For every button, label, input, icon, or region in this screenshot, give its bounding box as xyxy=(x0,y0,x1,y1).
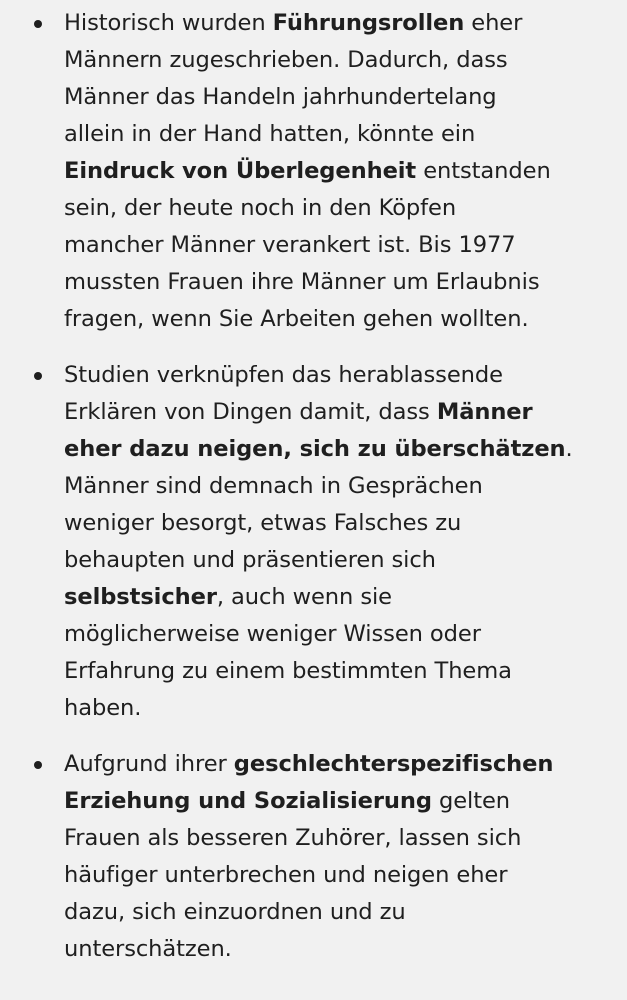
text-segment: Erklären von Dingen damit, dass xyxy=(64,399,437,425)
text-line xyxy=(64,5,617,42)
text-segment: haben. xyxy=(64,695,142,721)
text-line xyxy=(64,894,617,931)
text-line xyxy=(64,190,617,227)
bold-text-segment: Eindruck von Überlegenheit xyxy=(64,158,417,184)
text-segment: dazu, sich einzuordnen und zu xyxy=(64,899,406,925)
text-segment: möglicherweise weniger Wissen oder xyxy=(64,621,481,647)
text-segment: häufiger unterbrechen und neigen eher xyxy=(64,862,508,888)
bold-text-segment: geschlechterspezifischen xyxy=(233,751,554,777)
text-line xyxy=(64,116,617,153)
text-line xyxy=(64,579,617,616)
text-segment: entstanden xyxy=(416,158,551,184)
text-line xyxy=(64,653,617,690)
text-segment: fragen, wenn Sie Arbeiten gehen wollten. xyxy=(64,306,529,332)
text-segment: eher xyxy=(464,10,523,36)
text-line xyxy=(64,431,617,468)
text-line xyxy=(64,505,617,542)
text-segment: sein, der heute noch in den Köpfen xyxy=(64,195,457,221)
article-content xyxy=(0,5,627,968)
bold-text-segment: eher dazu neigen, sich zu überschätzen xyxy=(64,436,566,462)
text-segment: , auch wenn sie xyxy=(216,584,392,610)
bullet-dot-icon xyxy=(34,20,42,28)
bullet-item xyxy=(0,746,627,968)
text-segment: Historisch wurden xyxy=(64,10,273,36)
text-line xyxy=(64,357,617,394)
text-segment: Erfahrung zu einem bestimmten Thema xyxy=(64,658,512,684)
text-line xyxy=(64,227,617,264)
bold-text-segment: selbstsicher xyxy=(64,584,217,610)
bullet-list xyxy=(0,5,627,968)
text-line xyxy=(64,468,617,505)
text-line xyxy=(64,79,617,116)
text-line xyxy=(64,746,617,783)
text-line xyxy=(64,690,617,727)
text-line xyxy=(64,301,617,338)
text-segment: Männern zugeschrieben. Dadurch, dass xyxy=(64,47,508,73)
bullet-dot-icon xyxy=(34,761,42,769)
text-segment: weniger besorgt, etwas Falsches zu xyxy=(64,510,462,536)
text-segment: Aufgrund ihrer xyxy=(64,751,234,777)
text-line xyxy=(64,153,617,190)
text-line xyxy=(64,616,617,653)
text-line xyxy=(64,264,617,301)
text-segment: Männer sind demnach in Gesprächen xyxy=(64,473,483,499)
text-segment: allein in der Hand hatten, könnte ein xyxy=(64,121,476,147)
text-segment: unterschätzen. xyxy=(64,936,232,962)
text-segment: . xyxy=(565,436,573,462)
bullet-item xyxy=(0,5,627,338)
text-line xyxy=(64,394,617,431)
text-line xyxy=(64,783,617,820)
text-line xyxy=(64,931,617,968)
text-segment: behaupten und präsentieren sich xyxy=(64,547,436,573)
text-segment: gelten xyxy=(431,788,511,814)
text-segment: mancher Männer verankert ist. Bis 1977 xyxy=(64,232,516,258)
text-segment: mussten Frauen ihre Männer um Erlaubnis xyxy=(64,269,540,295)
text-segment: Frauen als besseren Zuhörer, lassen sich xyxy=(64,825,522,851)
bold-text-segment: Führungsrollen xyxy=(272,10,465,36)
bullet-item xyxy=(0,357,627,727)
text-line xyxy=(64,42,617,79)
bullet-dot-icon xyxy=(34,372,42,380)
text-segment: Studien verknüpfen das herablassende xyxy=(64,362,503,388)
bold-text-segment: Männer xyxy=(436,399,533,425)
text-segment: Männer das Handeln jahrhundertelang xyxy=(64,84,497,110)
text-line xyxy=(64,820,617,857)
bold-text-segment: Erziehung und Sozialisierung xyxy=(64,788,432,814)
text-line xyxy=(64,542,617,579)
text-line xyxy=(64,857,617,894)
